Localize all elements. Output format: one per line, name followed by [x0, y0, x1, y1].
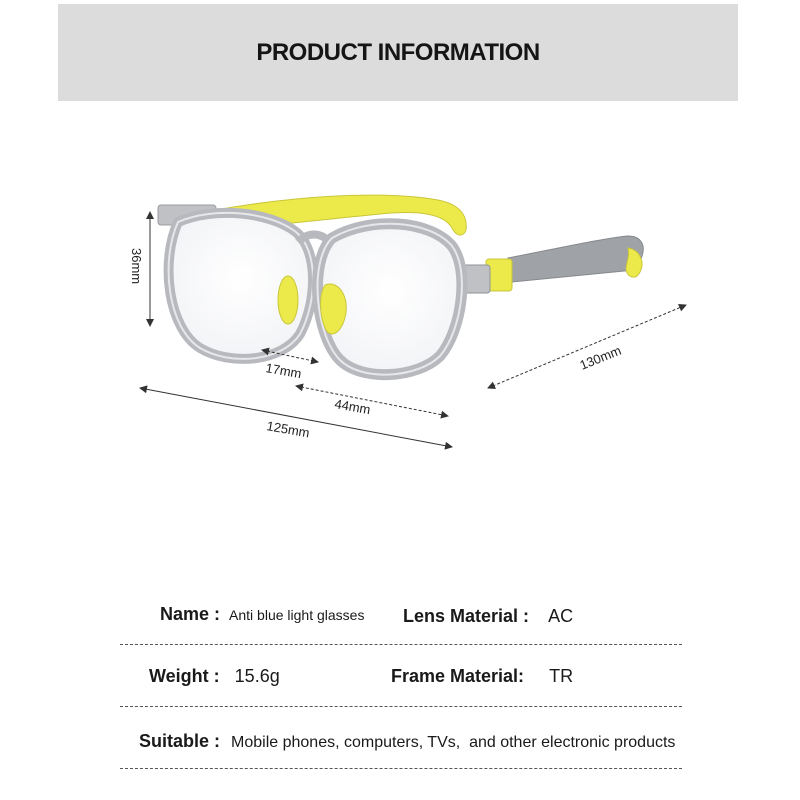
weight-spec [149, 666, 280, 687]
suitable-label: Suitable : [139, 731, 221, 751]
temple-length-label: 130mm [577, 342, 624, 373]
header-banner [58, 4, 738, 101]
lens-width-dimension [296, 386, 448, 416]
weight-label: Weight : [149, 666, 220, 686]
name-label: Name : [160, 604, 221, 624]
frame-material-spec [391, 666, 573, 687]
spec-divider-2 [120, 706, 682, 707]
front-temple [456, 236, 643, 293]
weight-value: 15.6g [234, 666, 280, 686]
frame-material-label: Frame Material: [391, 666, 525, 686]
suitable-value: Mobile phones, computers, TVs, and other electronic products [231, 734, 676, 751]
frame-material-value: TR [549, 666, 574, 686]
bridge-width-label: 17mm [264, 360, 303, 382]
page-title: PRODUCT INFORMATION [256, 38, 540, 66]
name-spec [160, 604, 364, 625]
spec-divider-3 [120, 768, 682, 769]
lens-height-label: 36mm [129, 248, 144, 285]
left-lens [169, 213, 313, 359]
temple-length-dimension [488, 305, 686, 388]
lens-material-value: AC [548, 606, 574, 626]
lens-material-label: Lens Material : [403, 606, 530, 626]
lens-width-label: 44mm [333, 396, 372, 418]
suitable-spec [139, 731, 675, 752]
lens-material-spec [403, 606, 573, 627]
right-lens [318, 224, 462, 375]
name-value: Anti blue light glasses [229, 607, 365, 623]
frame-width-label: 125mm [265, 418, 311, 441]
glasses-illustration [0, 150, 800, 480]
spec-divider-1 [120, 644, 682, 645]
